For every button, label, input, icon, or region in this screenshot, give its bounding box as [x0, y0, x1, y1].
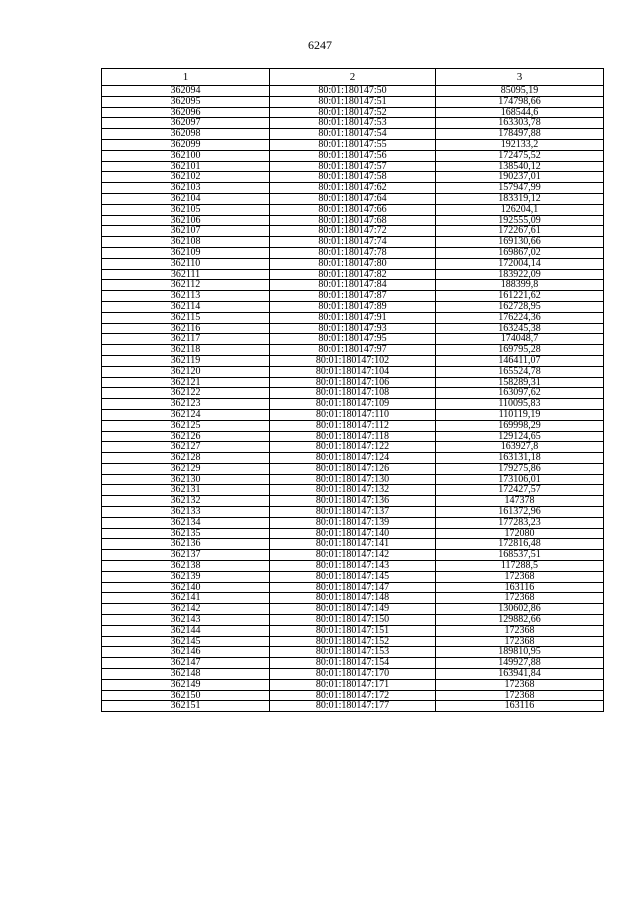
row-number-cell: 362146 [102, 647, 270, 658]
table-row [102, 647, 604, 658]
cadastral-number-cell: 80:01:180147:139 [270, 517, 436, 528]
value-cell: 169795,28 [436, 345, 604, 356]
table-row [102, 366, 604, 377]
value-cell: 110095,83 [436, 399, 604, 410]
table-row [102, 636, 604, 647]
table-row [102, 539, 604, 550]
column-header-1: 1 [102, 69, 270, 86]
cadastral-number-cell: 80:01:180147:72 [270, 226, 436, 237]
header-row [102, 69, 604, 86]
cadastral-number-cell: 80:01:180147:52 [270, 107, 436, 118]
table-row [102, 139, 604, 150]
table-row [102, 150, 604, 161]
value-cell: 172427,57 [436, 485, 604, 496]
row-number-cell: 362128 [102, 453, 270, 464]
row-number-cell: 362127 [102, 442, 270, 453]
table-row [102, 323, 604, 334]
value-cell: 163116 [436, 701, 604, 712]
row-number-cell: 362133 [102, 507, 270, 518]
table-row [102, 582, 604, 593]
cadastral-number-cell: 80:01:180147:149 [270, 604, 436, 615]
row-number-cell: 362141 [102, 593, 270, 604]
cadastral-number-cell: 80:01:180147:122 [270, 442, 436, 453]
row-number-cell: 362112 [102, 280, 270, 291]
cadastral-number-cell: 80:01:180147:148 [270, 593, 436, 604]
cadastral-number-cell: 80:01:180147:142 [270, 550, 436, 561]
table-row [102, 679, 604, 690]
cadastral-number-cell: 80:01:180147:118 [270, 431, 436, 442]
value-cell: 130602,86 [436, 604, 604, 615]
row-number-cell: 362149 [102, 679, 270, 690]
row-number-cell: 362131 [102, 485, 270, 496]
value-cell: 172816,48 [436, 539, 604, 550]
row-number-cell: 362115 [102, 312, 270, 323]
row-number-cell: 362137 [102, 550, 270, 561]
value-cell: 172475,52 [436, 150, 604, 161]
table-row [102, 377, 604, 388]
table-row [102, 280, 604, 291]
cadastral-number-cell: 80:01:180147:68 [270, 215, 436, 226]
cadastral-number-cell: 80:01:180147:141 [270, 539, 436, 550]
cadastral-number-cell: 80:01:180147:152 [270, 636, 436, 647]
cadastral-number-cell: 80:01:180147:172 [270, 690, 436, 701]
cadastral-number-cell: 80:01:180147:82 [270, 269, 436, 280]
value-cell: 147378 [436, 496, 604, 507]
table-row [102, 301, 604, 312]
value-cell: 169998,29 [436, 420, 604, 431]
row-number-cell: 362095 [102, 96, 270, 107]
table-row [102, 291, 604, 302]
value-cell: 189810,95 [436, 647, 604, 658]
table-row [102, 226, 604, 237]
value-cell: 165524,78 [436, 366, 604, 377]
value-cell: 169867,02 [436, 247, 604, 258]
cadastral-number-cell: 80:01:180147:66 [270, 204, 436, 215]
table-row [102, 193, 604, 204]
cadastral-number-cell: 80:01:180147:140 [270, 528, 436, 539]
value-cell: 172004,14 [436, 258, 604, 269]
row-number-cell: 362138 [102, 561, 270, 572]
cadastral-number-cell: 80:01:180147:106 [270, 377, 436, 388]
value-cell: 161221,62 [436, 291, 604, 302]
cadastral-number-cell: 80:01:180147:93 [270, 323, 436, 334]
value-cell: 117288,5 [436, 561, 604, 572]
cadastral-number-cell: 80:01:180147:147 [270, 582, 436, 593]
row-number-cell: 362120 [102, 366, 270, 377]
value-cell: 146411,07 [436, 355, 604, 366]
row-number-cell: 362098 [102, 129, 270, 140]
cadastral-number-cell: 80:01:180147:91 [270, 312, 436, 323]
value-cell: 177283,23 [436, 517, 604, 528]
row-number-cell: 362126 [102, 431, 270, 442]
cadastral-number-cell: 80:01:180147:56 [270, 150, 436, 161]
cadastral-number-cell: 80:01:180147:112 [270, 420, 436, 431]
cadastral-number-cell: 80:01:180147:150 [270, 615, 436, 626]
value-cell: 188399,8 [436, 280, 604, 291]
cadastral-number-cell: 80:01:180147:78 [270, 247, 436, 258]
cadastral-number-cell: 80:01:180147:109 [270, 399, 436, 410]
row-number-cell: 362135 [102, 528, 270, 539]
table-row [102, 269, 604, 280]
table-row [102, 593, 604, 604]
value-cell: 163097,62 [436, 388, 604, 399]
row-number-cell: 362143 [102, 615, 270, 626]
table-row [102, 658, 604, 669]
row-number-cell: 362097 [102, 118, 270, 129]
row-number-cell: 362110 [102, 258, 270, 269]
row-number-cell: 362150 [102, 690, 270, 701]
value-cell: 178497,88 [436, 129, 604, 140]
value-cell: 161372,96 [436, 507, 604, 518]
value-cell: 110119,19 [436, 409, 604, 420]
cadastral-number-cell: 80:01:180147:51 [270, 96, 436, 107]
row-number-cell: 362101 [102, 161, 270, 172]
cadastral-number-cell: 80:01:180147:110 [270, 409, 436, 420]
table-row [102, 420, 604, 431]
table-row [102, 690, 604, 701]
cadastral-number-cell: 80:01:180147:151 [270, 625, 436, 636]
row-number-cell: 362102 [102, 172, 270, 183]
value-cell: 158289,31 [436, 377, 604, 388]
value-cell: 192555,09 [436, 215, 604, 226]
row-number-cell: 362139 [102, 571, 270, 582]
value-cell: 183319,12 [436, 193, 604, 204]
value-cell: 163927,8 [436, 442, 604, 453]
value-cell: 157947,99 [436, 183, 604, 194]
cadastral-number-cell: 80:01:180147:64 [270, 193, 436, 204]
row-number-cell: 362142 [102, 604, 270, 615]
cadastral-number-cell: 80:01:180147:58 [270, 172, 436, 183]
row-number-cell: 362122 [102, 388, 270, 399]
table-row [102, 625, 604, 636]
value-cell: 169130,66 [436, 237, 604, 248]
table-row [102, 669, 604, 680]
row-number-cell: 362119 [102, 355, 270, 366]
cadastral-number-cell: 80:01:180147:95 [270, 334, 436, 345]
cadastral-number-cell: 80:01:180147:54 [270, 129, 436, 140]
cadastral-number-cell: 80:01:180147:171 [270, 679, 436, 690]
row-number-cell: 362103 [102, 183, 270, 194]
table-row [102, 312, 604, 323]
column-header-3: 3 [436, 69, 604, 86]
value-cell: 126204,1 [436, 204, 604, 215]
row-number-cell: 362104 [102, 193, 270, 204]
row-number-cell: 362129 [102, 463, 270, 474]
row-number-cell: 362118 [102, 345, 270, 356]
value-cell: 174048,7 [436, 334, 604, 345]
table-row [102, 237, 604, 248]
row-number-cell: 362117 [102, 334, 270, 345]
row-number-cell: 362108 [102, 237, 270, 248]
table-row [102, 355, 604, 366]
cadastral-number-cell: 80:01:180147:57 [270, 161, 436, 172]
value-cell: 138540,12 [436, 161, 604, 172]
cadastral-number-cell: 80:01:180147:124 [270, 453, 436, 464]
table-row [102, 453, 604, 464]
column-header-2: 2 [270, 69, 436, 86]
row-number-cell: 362099 [102, 139, 270, 150]
cadastral-number-cell: 80:01:180147:104 [270, 366, 436, 377]
row-number-cell: 362116 [102, 323, 270, 334]
row-number-cell: 362107 [102, 226, 270, 237]
value-cell: 168544,6 [436, 107, 604, 118]
value-cell: 192133,2 [436, 139, 604, 150]
table-row [102, 345, 604, 356]
value-cell: 85095,19 [436, 86, 604, 97]
page-number: 6247 [308, 38, 332, 52]
row-number-cell: 362136 [102, 539, 270, 550]
row-number-cell: 362145 [102, 636, 270, 647]
value-cell: 172368 [436, 571, 604, 582]
row-number-cell: 362144 [102, 625, 270, 636]
table-row [102, 463, 604, 474]
value-cell: 190237,01 [436, 172, 604, 183]
table-row [102, 604, 604, 615]
row-number-cell: 362109 [102, 247, 270, 258]
table-row [102, 431, 604, 442]
cadastral-number-cell: 80:01:180147:80 [270, 258, 436, 269]
table-row [102, 507, 604, 518]
row-number-cell: 362111 [102, 269, 270, 280]
table-row [102, 485, 604, 496]
cadastral-number-cell: 80:01:180147:130 [270, 474, 436, 485]
cadastral-number-cell: 80:01:180147:137 [270, 507, 436, 518]
row-number-cell: 362121 [102, 377, 270, 388]
value-cell: 129882,66 [436, 615, 604, 626]
table-row [102, 86, 604, 97]
row-number-cell: 362151 [102, 701, 270, 712]
table-row [102, 701, 604, 712]
row-number-cell: 362134 [102, 517, 270, 528]
cadastral-number-cell: 80:01:180147:89 [270, 301, 436, 312]
row-number-cell: 362132 [102, 496, 270, 507]
cadastral-number-cell: 80:01:180147:170 [270, 669, 436, 680]
table-row [102, 118, 604, 129]
cadastral-number-cell: 80:01:180147:62 [270, 183, 436, 194]
table-row [102, 204, 604, 215]
value-cell: 149927,88 [436, 658, 604, 669]
table-row [102, 561, 604, 572]
value-cell: 168537,51 [436, 550, 604, 561]
table-row [102, 615, 604, 626]
row-number-cell: 362123 [102, 399, 270, 410]
cadastral-number-cell: 80:01:180147:55 [270, 139, 436, 150]
table-row [102, 399, 604, 410]
value-cell: 163245,38 [436, 323, 604, 334]
value-cell: 162728,95 [436, 301, 604, 312]
value-cell: 163303,78 [436, 118, 604, 129]
cadastral-number-cell: 80:01:180147:136 [270, 496, 436, 507]
cadastral-number-cell: 80:01:180147:102 [270, 355, 436, 366]
cadastral-number-cell: 80:01:180147:53 [270, 118, 436, 129]
value-cell: 172368 [436, 636, 604, 647]
cadastral-number-cell: 80:01:180147:143 [270, 561, 436, 572]
table-row [102, 172, 604, 183]
cadastral-number-cell: 80:01:180147:97 [270, 345, 436, 356]
cadastral-number-cell: 80:01:180147:126 [270, 463, 436, 474]
table-row [102, 528, 604, 539]
row-number-cell: 362114 [102, 301, 270, 312]
table-row [102, 474, 604, 485]
cadastral-number-cell: 80:01:180147:177 [270, 701, 436, 712]
cadastral-number-cell: 80:01:180147:108 [270, 388, 436, 399]
value-cell: 163131,18 [436, 453, 604, 464]
value-cell: 129124,65 [436, 431, 604, 442]
table-row [102, 215, 604, 226]
table-row [102, 161, 604, 172]
row-number-cell: 362100 [102, 150, 270, 161]
cadastral-number-cell: 80:01:180147:74 [270, 237, 436, 248]
table-row [102, 517, 604, 528]
table-row [102, 442, 604, 453]
table-row [102, 496, 604, 507]
value-cell: 176224,36 [436, 312, 604, 323]
value-cell: 172368 [436, 593, 604, 604]
table-row [102, 334, 604, 345]
cadastral-number-cell: 80:01:180147:145 [270, 571, 436, 582]
cadastral-number-cell: 80:01:180147:84 [270, 280, 436, 291]
table-row [102, 183, 604, 194]
row-number-cell: 362147 [102, 658, 270, 669]
value-cell: 172368 [436, 690, 604, 701]
value-cell: 174798,66 [436, 96, 604, 107]
value-cell: 173106,01 [436, 474, 604, 485]
table-row [102, 550, 604, 561]
cadastral-number-cell: 80:01:180147:87 [270, 291, 436, 302]
cadastral-number-cell: 80:01:180147:153 [270, 647, 436, 658]
registry-table [101, 68, 604, 712]
row-number-cell: 362125 [102, 420, 270, 431]
table-row [102, 388, 604, 399]
value-cell: 172080 [436, 528, 604, 539]
row-number-cell: 362140 [102, 582, 270, 593]
table-row [102, 247, 604, 258]
row-number-cell: 362124 [102, 409, 270, 420]
table-row [102, 571, 604, 582]
value-cell: 172368 [436, 679, 604, 690]
table-row [102, 258, 604, 269]
table-row [102, 96, 604, 107]
value-cell: 163116 [436, 582, 604, 593]
table-row [102, 129, 604, 140]
cadastral-number-cell: 80:01:180147:132 [270, 485, 436, 496]
value-cell: 163941,84 [436, 669, 604, 680]
value-cell: 172267,61 [436, 226, 604, 237]
row-number-cell: 362106 [102, 215, 270, 226]
cadastral-number-cell: 80:01:180147:50 [270, 86, 436, 97]
value-cell: 179275,86 [436, 463, 604, 474]
value-cell: 183922,09 [436, 269, 604, 280]
table-row [102, 409, 604, 420]
row-number-cell: 362130 [102, 474, 270, 485]
row-number-cell: 362096 [102, 107, 270, 118]
cadastral-number-cell: 80:01:180147:154 [270, 658, 436, 669]
row-number-cell: 362105 [102, 204, 270, 215]
row-number-cell: 362113 [102, 291, 270, 302]
table-row [102, 107, 604, 118]
table-header [102, 69, 604, 86]
table-body [102, 86, 604, 712]
row-number-cell: 362094 [102, 86, 270, 97]
value-cell: 172368 [436, 625, 604, 636]
row-number-cell: 362148 [102, 669, 270, 680]
